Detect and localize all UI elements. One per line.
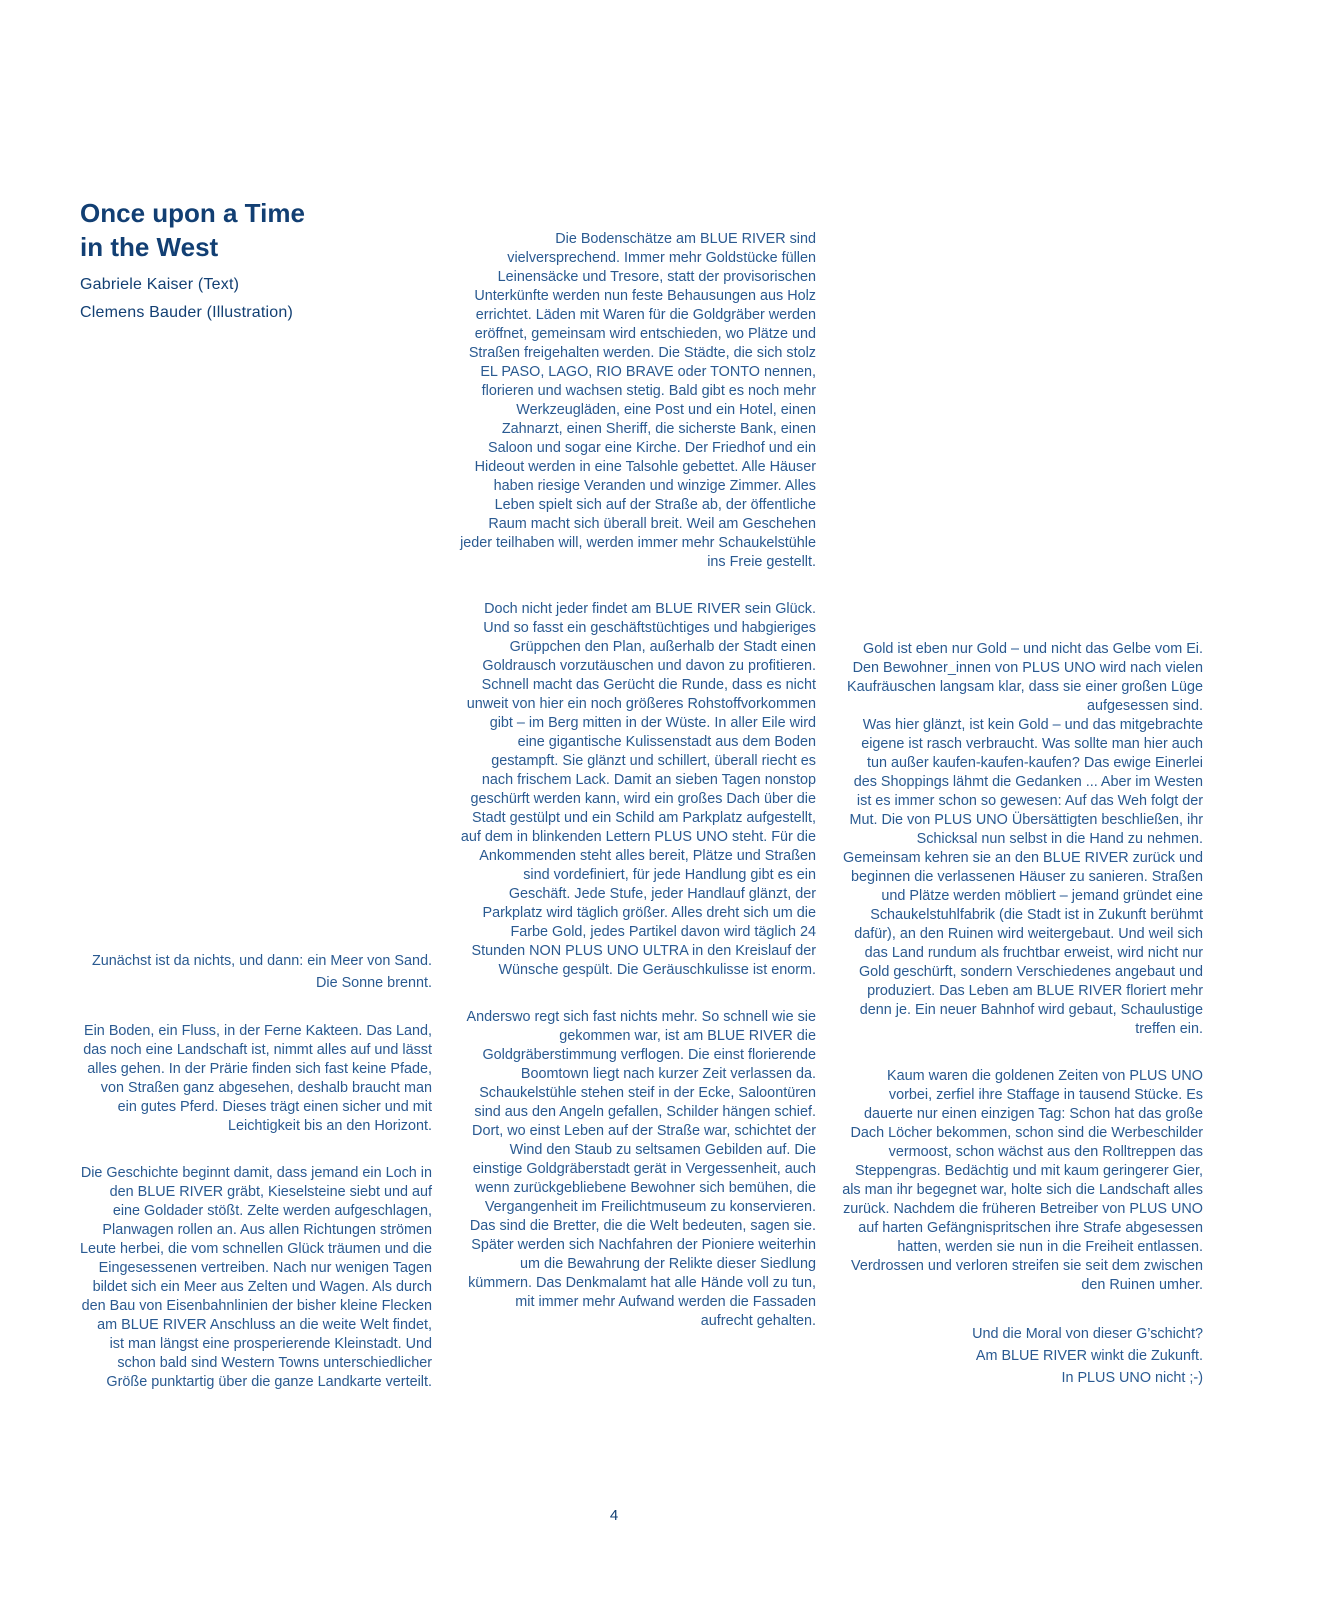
article-title xyxy=(80,196,305,264)
closing-line: Am BLUE RIVER winkt die Zukunft. xyxy=(975,1348,1203,1364)
author-credit-illustration: Clemens Bauder (Illustration) xyxy=(80,304,293,321)
paragraph: Doch nicht jeder findet am BLUE RIVER sein Glück. Und so fasst ein geschäftstüchtiges und habgieriges Grüppchen den Plan, außerhalb der Stadt einen Goldrausch vorzutäuschen und davon zu profitieren. Schnell macht das Gerücht die Runde, dass es nicht unweit von hier ein noch größeres Rohstoffvorkommen gibt – im Berg mitten in der Wüste. In aller Eile wird eine gigantische Kulissenstadt aus dem Boden gestampft. Sie glänzt und schillert, überall riecht es nach frischem Lack. Damit an sieben Tagen nonstop geschürft werden kann, wird ein großes Dach über die Stadt gestülpt und ein Schild am Parkplatz aufgestellt, auf dem in blinkenden Lettern PLUS UNO steht. Für die Ankommenden steht alles bereit, Plätze und Straßen sind vordefiniert, für jede Handlung gibt es ein Geschäft. Jede Stufe, jeder Handlauf glänzt, der Parkplatz wird täglich größer. Alles dreht sich um die Farbe Gold, jedes Partikel davon wird täglich 24 Stunden NON PLUS UNO ULTRA in den Kreislauf der Wünsche gespült. Die Geräuschkulisse ist enorm. xyxy=(460,601,816,978)
title-line-2: in the West xyxy=(80,232,219,262)
text-column-middle xyxy=(460,230,816,1331)
paragraph: Anderswo regt sich fast nichts mehr. So schnell wie sie gekommen war, ist am BLUE RIVER die Goldgräberstimmung verflogen. Die einst florierende Boomtown liegt nach kurzer Zeit verlassen da. Schaukelstühle stehen steif in der Ecke, Saloontüren sind aus den Angeln gefallen, Schilder hängen schief. Dort, wo einst Leben auf der Straße war, schichtet der Wind den Staub zu seltsamen Gebilden auf. Die einstige Goldgräberstadt gerät in Vergessenheit, auch wenn zurückgebliebene Bewohner sich bemühen, die Vergangenheit im Freilichtmuseum zu konservieren. Das sind die Bretter, die die Welt bedeuten, sagen sie. Später werden sich Nachfahren der Pioniere weiterhin um die Bewahrung der Relikte dieser Siedlung kümmern. Das Denkmalamt hat alle Hände voll zu tun, mit immer mehr Aufwand werden die Fassaden aufrecht gehalten. xyxy=(466,1009,816,1329)
paragraph: Die Geschichte beginnt damit, dass jemand ein Loch in den BLUE RIVER gräbt, Kieselsteine siebt und auf eine Goldader stößt. Zelte werden aufgeschlagen, Planwagen rollen an. Aus allen Richtungen strömen Leute herbei, die vom schnellen Glück träumen und die Eingesessenen vertreiben. Nach nur wenigen Tagen bildet sich ein Meer aus Zelten und Wagen. Als durch den Bau von Eisenbahnlinien der bisher kleine Flecken am BLUE RIVER Anschluss an die weite Welt findet, ist man längst eine prosperierende Kleinstadt. Und schon bald sind Western Towns unterschiedlicher Größe punktartig über die ganze Landkarte verteilt. xyxy=(80,1165,432,1390)
paragraph: Kaum waren die goldenen Zeiten von PLUS UNO vorbei, zerfiel ihre Staffage in tausend Stücke. Es dauerte nur einen einzigen Tag: Schon hat das große Dach Löcher bekommen, schon sind die Werbeschilder vermoost, schon wächst aus den Rolltreppen das Steppengras. Bedächtig und mit kaum geringerer Gier, als man ihr begegnet war, holte sich die Landschaft alles zurück. Nachdem die früheren Betreiber von PLUS UNO auf harten Gefängnispritschen ihre Strafe abgesessen hatten, werden sie nun in die Freiheit entlassen. Verdrossen und verloren streifen sie seit dem zwischen den Ruinen umher. xyxy=(842,1068,1203,1293)
paragraph: Ein Boden, ein Fluss, in der Ferne Kakteen. Das Land, das noch eine Landschaft ist, nimmt alles auf und lässt alles gehen. In der Prärie finden sich fast keine Pfade, von Straßen ganz abgesehen, deshalb braucht man ein gutes Pferd. Dieses trägt einen sicher und mit Leichtigkeit bis an den Horizont. xyxy=(83,1023,432,1134)
author-credit-text: Gabriele Kaiser (Text) xyxy=(80,276,240,293)
closing-line: In PLUS UNO nicht ;-) xyxy=(1061,1370,1203,1386)
paragraph: Die Bodenschätze am BLUE RIVER sind vielversprechend. Immer mehr Goldstücke füllen Leinensäcke und Tresore, statt der provisorischen Unterkünfte werden nun feste Behausungen aus Holz errichtet. Läden mit Waren für die Goldgräber werden eröffnet, gemeinsam wird entschieden, wo Plätze und Straßen freigehalten werden. Die Städte, die sich stolz EL PASO, LAGO, RIO BRAVE oder TONTO nennen, florieren und wachsen stetig. Bald gibt es noch mehr Werkzeugläden, eine Post und ein Hotel, einen Zahnarzt, einen Sheriff, die sicherste Bank, einen Saloon und sogar eine Kirche. Der Friedhof und ein Hideout werden in eine Talsohle gebettet. Alle Häuser haben riesige Veranden und winzige Zimmer. Alles Leben spielt sich auf der Straße ab, der öffentliche Raum macht sich überall breit. Weil am Geschehen jeder teilhaben will, werden immer mehr Schaukelstühle ins Freie gestellt. xyxy=(460,231,816,570)
paragraph: Was hier glänzt, ist kein Gold – und das mitgebrachte eigene ist rasch verbraucht. Was sollte man hier auch tun außer kaufen-kaufen-kaufen? Das ewige Einerlei des Shoppings lähmt die Gedanken ... Aber im Westen ist es immer schon so gewesen: Auf das Weh folgt der Mut. Die von PLUS UNO Übersättigten beschließen, ihr Schicksal nun selbst in die Hand zu nehmen. Gemeinsam kehren sie an den BLUE RIVER zurück und beginnen die verlassenen Häuser zu sanieren. Straßen und Plätze werden möbliert – jemand gründet eine Schaukelstuhlfabrik (die Stadt ist in Zukunft berühmt dafür), an den Ruinen wird weitergebaut. Und weil sich das Land rundum als fruchtbar erweist, wird nicht nur Gold geschürft, sondern Verschiedenes angebaut und produziert. Das Leben am BLUE RIVER floriert mehr denn je. Ein neuer Bahnhof wird gebaut, Schaulustige treffen ein. xyxy=(843,717,1203,1037)
closing-paragraph xyxy=(840,1323,1203,1389)
text-column-right xyxy=(840,640,1203,1389)
title-line-1: Once upon a Time xyxy=(80,198,305,228)
closing-line: Und die Moral von dieser G’schicht? xyxy=(972,1326,1203,1342)
paragraph: Zunächst ist da nichts, und dann: ein Meer von Sand. Die Sonne brennt. xyxy=(92,953,432,991)
paragraph: Gold ist eben nur Gold – und nicht das Gelbe vom Ei. Den Bewohner_innen von PLUS UNO wird nach vielen Kaufräuschen langsam klar, dass sie einer großen Lüge aufgesessen sind. xyxy=(847,641,1203,714)
page-number: 4 xyxy=(609,1507,619,1524)
text-column-left xyxy=(80,950,432,1392)
